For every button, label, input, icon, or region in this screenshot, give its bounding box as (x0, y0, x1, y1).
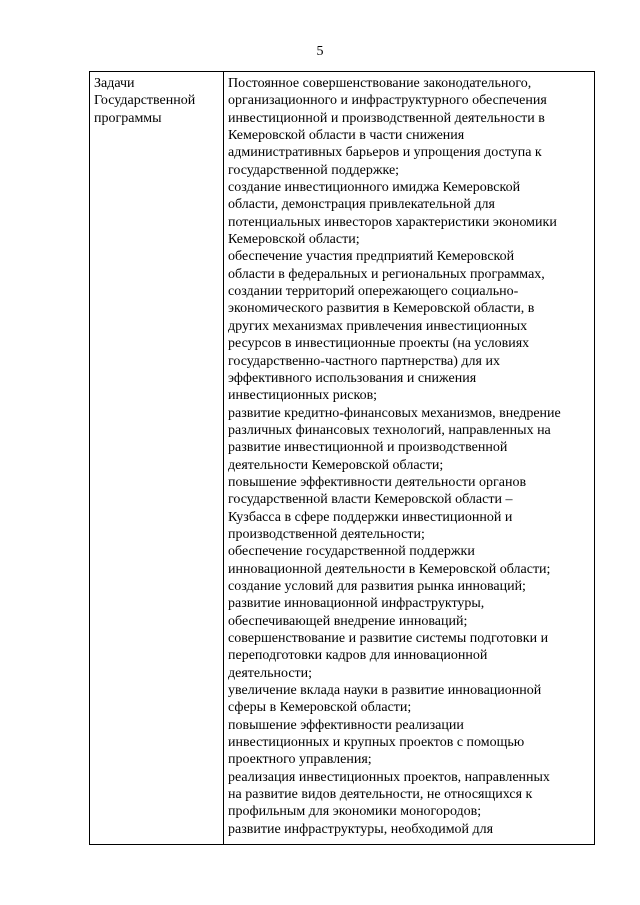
content-line: государственной поддержке; (228, 162, 400, 178)
program-tasks-table (89, 71, 595, 845)
content-line: эффективного использования и снижения (228, 370, 477, 386)
content-line: административных барьеров и упрощения доступа к (228, 145, 542, 161)
content-line: обеспечение государственной поддержки (228, 544, 475, 560)
label-line: программы (94, 110, 162, 126)
page-number: 5 (316, 44, 324, 59)
content-line: совершенствование и развитие системы подготовки и (228, 631, 549, 646)
content-line: создание условий для развития рынка инноваций; (228, 578, 526, 594)
content-line: развитие инвестиционной и производственной (228, 440, 508, 456)
content-line: организационного и инфраструктурного обеспечения (228, 93, 547, 109)
content-line: обеспечение участия предприятий Кемеровской (228, 249, 515, 265)
content-line: реализация инвестиционных проектов, направленных (228, 769, 550, 785)
label-line: Государственной (94, 93, 196, 109)
label-line: Задачи (94, 76, 135, 91)
content-line: повышение эффективности реализации (228, 717, 464, 733)
content-line: сферы в Кемеровской области; (228, 700, 412, 716)
content-line: других механизмах привлечения инвестиционных (228, 318, 528, 334)
content-line: создании территорий опережающего социально- (228, 284, 519, 300)
content-line: развитие инфраструктуры, необходимой для (228, 821, 494, 837)
content-line: потенциальных инвесторов характеристики экономики (228, 214, 557, 230)
content-line: области в федеральных и региональных программах, (228, 266, 545, 282)
content-line: профильным для экономики моногородов; (228, 804, 482, 820)
content-line: повышение эффективности деятельности органов (228, 474, 527, 490)
content-line: инвестиционных и крупных проектов с помощью (228, 735, 525, 751)
content-line: инвестиционных рисков; (228, 388, 378, 404)
content-line: производственной деятельности; (228, 526, 425, 542)
content-line: государственно-частного партнерства) для их (228, 353, 500, 369)
content-line: государственной власти Кемеровской области – (228, 492, 513, 508)
content-line: создание инвестиционного имиджа Кемеровской (228, 180, 521, 196)
content-line: проектного управления; (228, 752, 372, 768)
content-line: на развитие видов деятельности, не относящихся к (228, 787, 533, 803)
content-line: области, демонстрация привлекательной для (228, 197, 495, 213)
content-line: Кемеровской области; (228, 232, 360, 248)
content-line: инновационной деятельности в Кемеровской области; (228, 561, 551, 577)
content-line: ресурсов в инвестиционные проекты (на условиях (228, 336, 530, 352)
content-line: обеспечивающей внедрение инноваций; (228, 613, 468, 629)
content-line: Кемеровской области в части снижения (228, 128, 465, 144)
content-line: деятельности; (228, 665, 313, 681)
content-line: экономического развития в Кемеровской области, в (228, 301, 535, 317)
label-cell (90, 72, 224, 845)
content-line: развитие кредитно-финансовых механизмов, внедрение (228, 405, 561, 421)
content-cell (224, 72, 595, 845)
content-line: различных финансовых технологий, направленных на (228, 422, 551, 438)
content-line: увеличение вклада науки в развитие инновационной (228, 683, 542, 699)
content-line: деятельности Кемеровской области; (228, 457, 444, 473)
content-line: переподготовки кадров для инновационной (228, 648, 488, 664)
content-line: Кузбасса в сфере поддержки инвестиционной и (228, 509, 513, 525)
content-line: Постоянное совершенствование законодательного, (228, 76, 532, 91)
content-line: развитие инновационной инфраструктуры, (228, 596, 485, 612)
table-row (90, 72, 595, 845)
content-line: инвестиционной и производственной деятельности в (228, 110, 545, 126)
